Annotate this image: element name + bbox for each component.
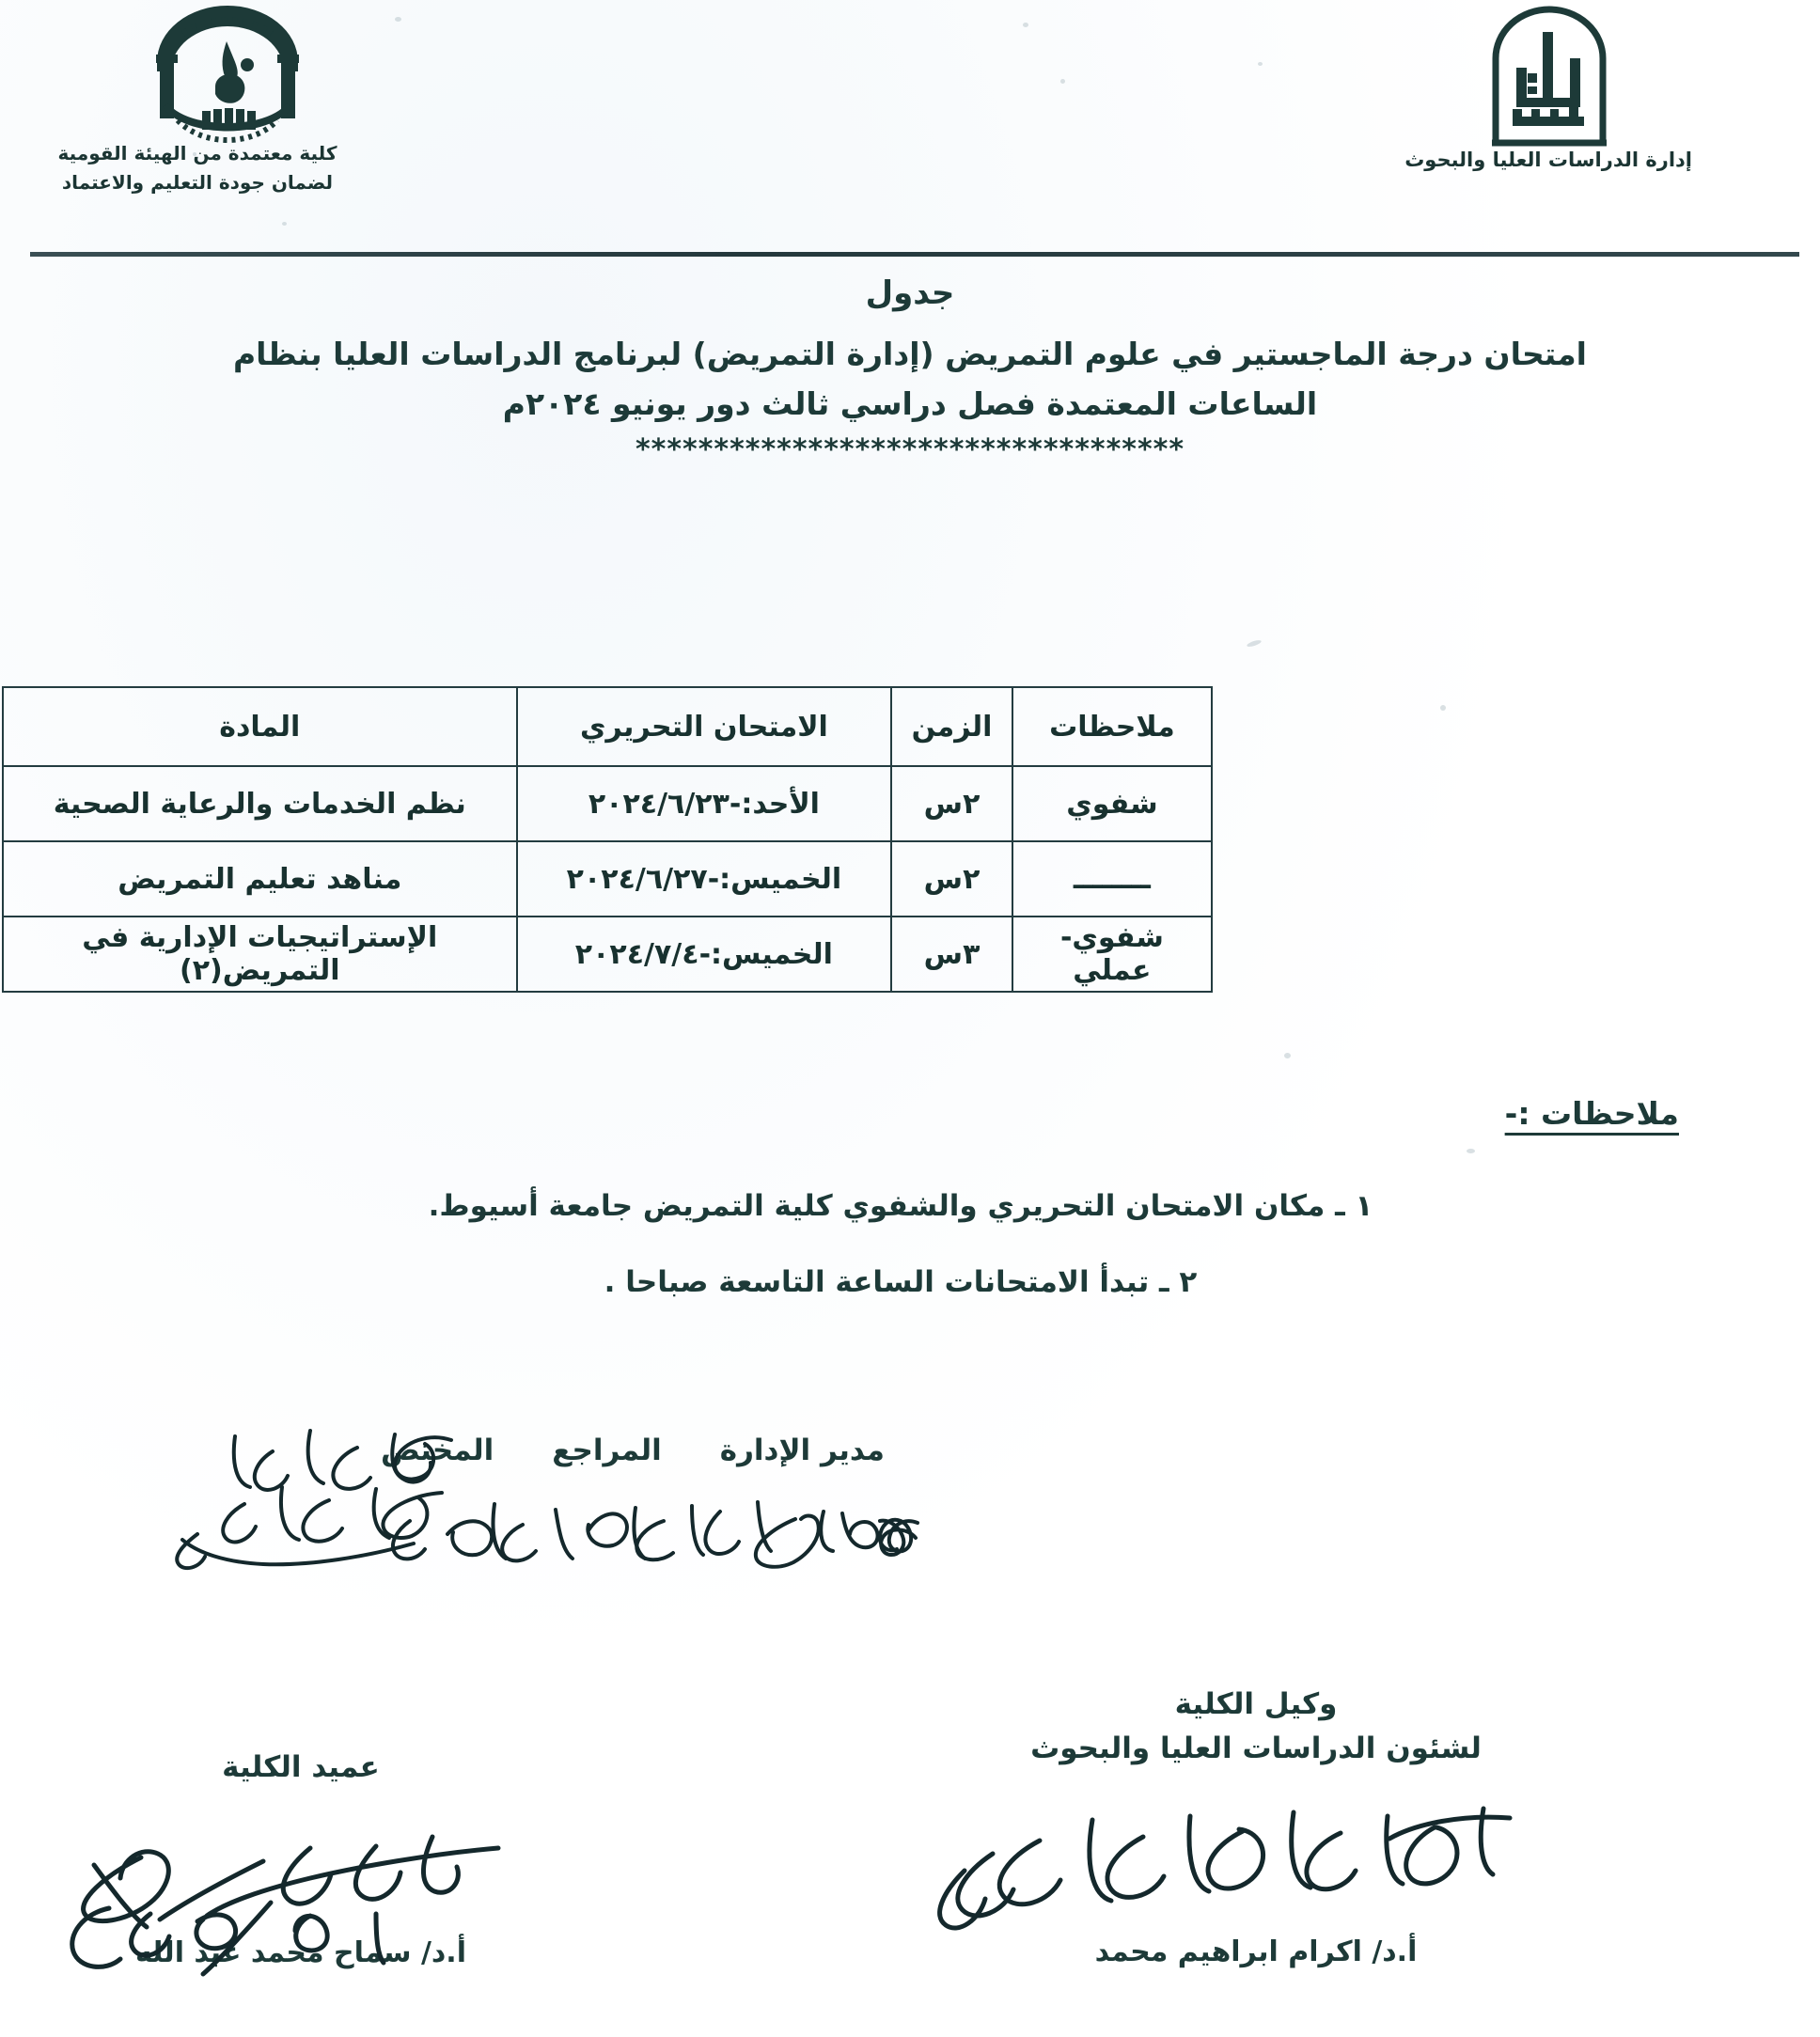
handwritten-approval-annotation bbox=[85, 1402, 498, 1581]
column-header-duration: الزمن bbox=[891, 687, 1012, 766]
signature-label-director: مدير الإدارة bbox=[719, 1434, 885, 1467]
assiut-university-logo bbox=[1408, 6, 1690, 147]
department-caption: إدارة الدراسات العليا والبحوث bbox=[1404, 149, 1692, 171]
scan-speck bbox=[1440, 705, 1446, 711]
dean-name: أ.د/ سماح محمد عبد الله bbox=[134, 1936, 466, 1969]
vice-dean-name: أ.د/ اكرام ابراهيم محمد bbox=[1094, 1935, 1418, 1968]
notes-section bbox=[75, 1095, 1726, 1336]
cell-exam-date: الأحد:-٢٠٢٤/٦/٢٣ bbox=[517, 766, 892, 841]
table-header-row bbox=[3, 687, 1212, 766]
cell-subject: الإستراتيجيات الإدارية في التمريض(٢) bbox=[3, 917, 517, 992]
cell-subject: نظم الخدمات والرعاية الصحية bbox=[3, 766, 517, 841]
column-header-notes: ملاحظات bbox=[1012, 687, 1212, 766]
handwritten-signature-dean bbox=[28, 1805, 536, 1974]
faculty-of-nursing-seal-icon bbox=[129, 6, 326, 147]
table-row bbox=[3, 917, 1212, 992]
notes-heading: ملاحظات :- bbox=[1504, 1095, 1679, 1132]
cell-duration: ٢س bbox=[891, 841, 1012, 917]
cell-notes: شفوي bbox=[1012, 766, 1212, 841]
table-row bbox=[3, 766, 1212, 841]
faculty-of-nursing-logo bbox=[49, 6, 406, 147]
table-row bbox=[3, 841, 1212, 917]
note-item: ٢ ـ تبدأ الامتحانات الساعة التاسعة صباحا . bbox=[604, 1264, 1198, 1299]
title-block bbox=[0, 274, 1820, 466]
title-separator: *********************************** bbox=[635, 432, 1185, 466]
exam-schedule-table bbox=[2, 686, 1213, 993]
exam-schedule-table-wrapper bbox=[2, 686, 1213, 993]
vice-dean-title-line-1: وكيل الكلية bbox=[1174, 1687, 1338, 1721]
accreditation-line-1: كلية معتمدة من الهيئة القومية bbox=[57, 142, 337, 165]
title-line-1: امتحان درجة الماجستير في علوم التمريض (إدارة التمريض) لبرنامج الدراسات العليا بنظام bbox=[233, 336, 1587, 372]
cell-subject: مناهد تعليم التمريض bbox=[3, 841, 517, 917]
title-line-2: الساعات المعتمدة فصل دراسي ثالث دور يونيو ٢٠٢٤م bbox=[502, 385, 1318, 423]
cell-exam-date: الخميس:-٢٠٢٤/٧/٤ bbox=[517, 917, 892, 992]
handwritten-signature-vice-dean bbox=[908, 1775, 1547, 1935]
cell-exam-date: الخميس:-٢٠٢٤/٦/٢٧ bbox=[517, 841, 892, 917]
accreditation-caption bbox=[56, 139, 338, 197]
scan-speck bbox=[1284, 1053, 1291, 1058]
cell-duration: ٣س bbox=[891, 917, 1012, 992]
vice-dean-title-line-2: لشئون الدراسات العليا والبحوث bbox=[1030, 1731, 1482, 1765]
header-divider-rule bbox=[30, 252, 1799, 257]
cell-notes: شفوي-عملي bbox=[1012, 917, 1212, 992]
column-header-subject: المادة bbox=[3, 687, 517, 766]
accreditation-line-2: لضمان جودة التعليم والاعتماد bbox=[61, 171, 334, 194]
signature-label-officer: المختص bbox=[380, 1434, 494, 1467]
cell-duration: ٢س bbox=[891, 766, 1012, 841]
column-header-exam-date: الامتحان التحريري bbox=[517, 687, 892, 766]
document-header bbox=[0, 0, 1820, 246]
note-item: ١ ـ مكان الامتحان التحريري والشفوي كلية التمريض جامعة أسيوط. bbox=[428, 1189, 1373, 1223]
dean-title: عميد الكلية bbox=[222, 1750, 380, 1784]
page-title: جدول bbox=[865, 274, 955, 312]
cell-notes: ــــــــ bbox=[1012, 841, 1212, 917]
signature-label-reviewer: المراجع bbox=[552, 1434, 662, 1467]
assiut-university-seal-icon bbox=[1479, 6, 1620, 147]
